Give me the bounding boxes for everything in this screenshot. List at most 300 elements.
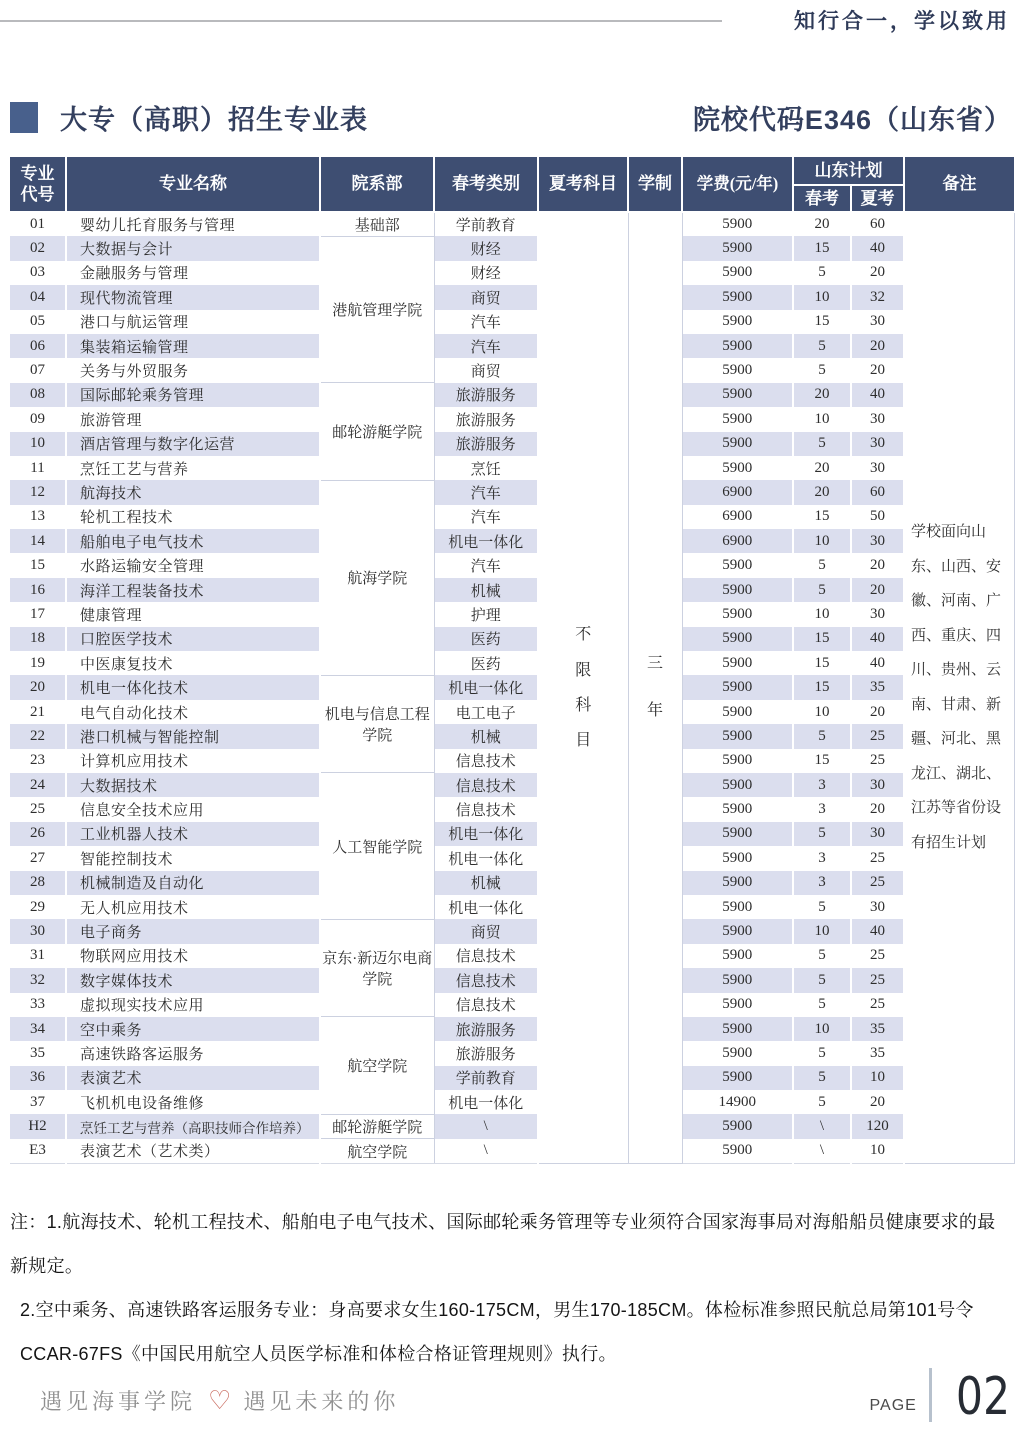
summer-plan-cell: 20: [851, 334, 904, 358]
notes-section: [10, 1200, 1012, 1376]
major-name-cell: 旅游管理: [66, 407, 320, 431]
tuition-cell: 5900: [682, 895, 793, 919]
tuition-cell: 5900: [682, 675, 793, 699]
major-code-cell: 20: [10, 675, 66, 699]
spring-category-cell: 烹饪: [434, 456, 538, 480]
table-row: [10, 285, 1014, 309]
spring-plan-cell: 10: [793, 285, 851, 309]
major-name-cell: 无人机应用技术: [66, 895, 320, 919]
major-code-cell: 06: [10, 334, 66, 358]
major-name-cell: 数字媒体技术: [66, 968, 320, 992]
major-code-cell: E3: [10, 1139, 66, 1163]
major-name-cell: 虚拟现实技术应用: [66, 993, 320, 1017]
major-code-cell: H2: [10, 1114, 66, 1138]
major-code-cell: 31: [10, 944, 66, 968]
major-name-cell: 轮机工程技术: [66, 505, 320, 529]
tuition-cell: 5900: [682, 407, 793, 431]
major-table-body: [10, 212, 1014, 1163]
major-code-cell: 28: [10, 871, 66, 895]
summer-plan-cell: 40: [851, 236, 904, 260]
major-name-cell: 中医康复技术: [66, 651, 320, 675]
tuition-cell: 5900: [682, 651, 793, 675]
spring-plan-cell: 20: [793, 212, 851, 236]
major-code-cell: 13: [10, 505, 66, 529]
spring-plan-cell: 5: [793, 822, 851, 846]
major-name-cell: 水路运输安全管理: [66, 553, 320, 577]
spring-category-cell: 机械: [434, 578, 538, 602]
col-header-major-name: 专业名称: [66, 157, 320, 212]
table-row: [10, 895, 1014, 919]
table-row: [10, 529, 1014, 553]
table-row: [10, 1139, 1014, 1163]
tuition-cell: 5900: [682, 236, 793, 260]
table-row: [10, 846, 1014, 870]
spring-plan-cell: 5: [793, 578, 851, 602]
summer-plan-cell: 40: [851, 383, 904, 407]
major-name-cell: 烹饪工艺与营养（高职技师合作培养）: [66, 1114, 320, 1138]
note-2: 2.空中乘务、高速铁路客运服务专业：身高要求女生160-175CM，男生170-185CM。体检标准参照民航总局第101号令CCAR-67FS《中国民用航空人员医学标准和体检合格证管理规则》执行。: [20, 1300, 974, 1365]
table-header: [10, 157, 1014, 212]
school-code: 院校代码E346（山东省）: [692, 105, 1012, 135]
tuition-cell: 5900: [682, 724, 793, 748]
table-row: [10, 700, 1014, 724]
spring-category-cell: 旅游服务: [434, 1041, 538, 1065]
summer-plan-cell: 30: [851, 529, 904, 553]
summer-plan-cell: 40: [851, 651, 904, 675]
spring-category-cell: 信息技术: [434, 773, 538, 797]
table-row: [10, 651, 1014, 675]
major-code-cell: 08: [10, 383, 66, 407]
table-row: [10, 968, 1014, 992]
spring-plan-cell: 5: [793, 968, 851, 992]
major-name-cell: 大数据与会计: [66, 236, 320, 260]
summer-plan-cell: 20: [851, 797, 904, 821]
major-code-cell: 33: [10, 993, 66, 1017]
spring-category-cell: 汽车: [434, 480, 538, 504]
table-row: [10, 627, 1014, 651]
col-header-tuition: 学费(元/年): [682, 157, 793, 212]
spring-category-cell: 财经: [434, 236, 538, 260]
page-label: PAGE: [869, 1397, 917, 1414]
spring-plan-cell: 5: [793, 944, 851, 968]
table-row: [10, 261, 1014, 285]
major-name-cell: 表演艺术: [66, 1066, 320, 1090]
spring-category-cell: 学前教育: [434, 1066, 538, 1090]
major-code-cell: 29: [10, 895, 66, 919]
tuition-cell: 5900: [682, 212, 793, 236]
major-code-cell: 25: [10, 797, 66, 821]
spring-category-cell: 商贸: [434, 358, 538, 382]
major-name-cell: 港口机械与智能控制: [66, 724, 320, 748]
col-header-shandong-plan: 山东计划: [793, 157, 904, 185]
spring-category-cell: 信息技术: [434, 993, 538, 1017]
table-row: [10, 334, 1014, 358]
tuition-cell: 5900: [682, 578, 793, 602]
table-row: [10, 724, 1014, 748]
table-row: [10, 212, 1014, 236]
major-code-cell: 37: [10, 1090, 66, 1114]
department-cell: 机电与信息工程学院: [320, 675, 434, 773]
tuition-cell: 5900: [682, 749, 793, 773]
summer-plan-cell: 40: [851, 627, 904, 651]
spring-category-cell: 汽车: [434, 505, 538, 529]
summer-plan-cell: 60: [851, 480, 904, 504]
table-row: [10, 675, 1014, 699]
tuition-cell: 5900: [682, 383, 793, 407]
tuition-cell: 5900: [682, 627, 793, 651]
tuition-cell: 14900: [682, 1090, 793, 1114]
table-row: [10, 822, 1014, 846]
spring-plan-cell: 10: [793, 1017, 851, 1041]
major-name-cell: 表演艺术（艺术类）: [66, 1139, 320, 1163]
major-name-cell: 物联网应用技术: [66, 944, 320, 968]
spring-plan-cell: 20: [793, 480, 851, 504]
table-row: [10, 797, 1014, 821]
major-code-cell: 10: [10, 432, 66, 456]
table-row: [10, 383, 1014, 407]
table-row: [10, 456, 1014, 480]
summer-plan-cell: 32: [851, 285, 904, 309]
spring-plan-cell: 10: [793, 529, 851, 553]
spring-category-cell: 汽车: [434, 334, 538, 358]
major-code-cell: 11: [10, 456, 66, 480]
major-code-cell: 17: [10, 602, 66, 626]
tuition-cell: 5900: [682, 919, 793, 943]
major-code-cell: 03: [10, 261, 66, 285]
tagline-right: 遇见未来的你: [243, 1389, 400, 1414]
department-cell: 人工智能学院: [320, 773, 434, 919]
tuition-cell: 5900: [682, 871, 793, 895]
top-divider: [0, 20, 722, 22]
major-name-cell: 电子商务: [66, 919, 320, 943]
table-row: [10, 432, 1014, 456]
summer-plan-cell: 30: [851, 456, 904, 480]
spring-category-cell: 机械: [434, 871, 538, 895]
major-name-cell: 海洋工程装备技术: [66, 578, 320, 602]
summer-plan-cell: 25: [851, 749, 904, 773]
col-header-remark: 备注: [904, 157, 1014, 212]
tuition-cell: 5900: [682, 1017, 793, 1041]
tuition-cell: 6900: [682, 529, 793, 553]
tuition-cell: 5900: [682, 944, 793, 968]
spring-plan-cell: 15: [793, 310, 851, 334]
spring-plan-cell: 5: [793, 895, 851, 919]
spring-category-cell: 机电一体化: [434, 675, 538, 699]
spring-category-cell: 汽车: [434, 310, 538, 334]
table-row: [10, 773, 1014, 797]
major-name-cell: 智能控制技术: [66, 846, 320, 870]
tuition-cell: 5900: [682, 285, 793, 309]
major-name-cell: 集装箱运输管理: [66, 334, 320, 358]
spring-category-cell: 商贸: [434, 285, 538, 309]
table-row: [10, 358, 1014, 382]
spring-plan-cell: 5: [793, 724, 851, 748]
slogan-text: 知行合一，学以致用: [794, 10, 1010, 33]
major-code-cell: 09: [10, 407, 66, 431]
summer-plan-cell: 10: [851, 1066, 904, 1090]
table-row: [10, 310, 1014, 334]
spring-plan-cell: 5: [793, 993, 851, 1017]
footer-tagline: [40, 1385, 399, 1422]
spring-category-cell: 学前教育: [434, 212, 538, 236]
table-row: [10, 993, 1014, 1017]
major-name-cell: 机电一体化技术: [66, 675, 320, 699]
major-name-cell: 船舶电子电气技术: [66, 529, 320, 553]
spring-category-cell: 电工电子: [434, 700, 538, 724]
summer-plan-cell: 50: [851, 505, 904, 529]
spring-category-cell: 商贸: [434, 919, 538, 943]
table-row: [10, 578, 1014, 602]
summer-plan-cell: 20: [851, 358, 904, 382]
spring-plan-cell: 15: [793, 651, 851, 675]
table-row: [10, 236, 1014, 260]
col-header-summer: 夏考: [851, 185, 904, 212]
spring-plan-cell: 15: [793, 236, 851, 260]
tuition-cell: 5900: [682, 773, 793, 797]
spring-category-cell: 信息技术: [434, 749, 538, 773]
spring-plan-cell: 10: [793, 919, 851, 943]
major-name-cell: 金融服务与管理: [66, 261, 320, 285]
table-row: [10, 1017, 1014, 1041]
majors-table: [10, 157, 1015, 1164]
spring-plan-cell: 5: [793, 1041, 851, 1065]
spring-plan-cell: 3: [793, 773, 851, 797]
summer-plan-cell: 20: [851, 261, 904, 285]
col-header-major-code: 专业代号: [10, 157, 66, 212]
spring-plan-cell: 5: [793, 358, 851, 382]
tuition-cell: 5900: [682, 261, 793, 285]
summer-plan-cell: 25: [851, 993, 904, 1017]
major-code-cell: 14: [10, 529, 66, 553]
summer-plan-cell: 30: [851, 432, 904, 456]
spring-plan-cell: 15: [793, 505, 851, 529]
col-header-department: 院系部: [320, 157, 434, 212]
spring-category-cell: 机电一体化: [434, 822, 538, 846]
tuition-cell: 5900: [682, 700, 793, 724]
spring-category-cell: 机电一体化: [434, 529, 538, 553]
spring-plan-cell: 3: [793, 797, 851, 821]
major-code-cell: 32: [10, 968, 66, 992]
spring-plan-cell: 10: [793, 602, 851, 626]
spring-category-cell: 财经: [434, 261, 538, 285]
department-cell: 京东·新迈尔电商学院: [320, 919, 434, 1017]
tuition-cell: 6900: [682, 480, 793, 504]
table-row: [10, 505, 1014, 529]
table-row: [10, 553, 1014, 577]
spring-category-cell: 汽车: [434, 553, 538, 577]
spring-plan-cell: 15: [793, 675, 851, 699]
duration-cell: 三 年: [628, 212, 682, 1163]
tuition-cell: 5900: [682, 602, 793, 626]
major-code-cell: 18: [10, 627, 66, 651]
tuition-cell: 6900: [682, 505, 793, 529]
tuition-cell: 5900: [682, 1066, 793, 1090]
spring-category-cell: 旅游服务: [434, 383, 538, 407]
spring-plan-cell: 20: [793, 456, 851, 480]
spring-plan-cell: 5: [793, 553, 851, 577]
page-title: 大专（高职）招生专业表: [60, 105, 368, 135]
major-code-cell: 19: [10, 651, 66, 675]
table-row: [10, 1090, 1014, 1114]
major-name-cell: 港口与航运管理: [66, 310, 320, 334]
spring-category-cell: 信息技术: [434, 944, 538, 968]
page-number-divider: [929, 1368, 932, 1422]
table-row: [10, 749, 1014, 773]
major-code-cell: 05: [10, 310, 66, 334]
major-name-cell: 口腔医学技术: [66, 627, 320, 651]
summer-plan-cell: 35: [851, 1017, 904, 1041]
remark-cell: 学校面向山东、山西、安徽、河南、广西、重庆、四川、贵州、云南、甘肃、新疆、河北、黑龙江、湖北、江苏等省份设有招生计划: [904, 212, 1014, 1163]
major-name-cell: 国际邮轮乘务管理: [66, 383, 320, 407]
spring-category-cell: 机电一体化: [434, 895, 538, 919]
summer-plan-cell: 25: [851, 871, 904, 895]
table-row: [10, 602, 1014, 626]
table-row: [10, 1066, 1014, 1090]
department-cell: 航空学院: [320, 1139, 434, 1163]
tagline-left: 遇见海事学院: [40, 1389, 197, 1414]
major-code-cell: 12: [10, 480, 66, 504]
major-code-cell: 22: [10, 724, 66, 748]
major-code-cell: 27: [10, 846, 66, 870]
department-cell: 港航管理学院: [320, 236, 434, 382]
major-code-cell: 26: [10, 822, 66, 846]
spring-plan-cell: 5: [793, 1066, 851, 1090]
summer-plan-cell: 25: [851, 846, 904, 870]
major-name-cell: 信息安全技术应用: [66, 797, 320, 821]
major-code-cell: 02: [10, 236, 66, 260]
spring-category-cell: 医药: [434, 651, 538, 675]
tuition-cell: 5900: [682, 1139, 793, 1163]
table-row: [10, 919, 1014, 943]
summer-plan-cell: 20: [851, 578, 904, 602]
major-code-cell: 36: [10, 1066, 66, 1090]
major-code-cell: 15: [10, 553, 66, 577]
major-name-cell: 关务与外贸服务: [66, 358, 320, 382]
spring-category-cell: \: [434, 1139, 538, 1163]
spring-plan-cell: 3: [793, 846, 851, 870]
col-header-spring-category: 春考类别: [434, 157, 538, 212]
tuition-cell: 5900: [682, 1041, 793, 1065]
major-name-cell: 高速铁路客运服务: [66, 1041, 320, 1065]
summer-plan-cell: 30: [851, 895, 904, 919]
spring-plan-cell: \: [793, 1139, 851, 1163]
tuition-cell: 5900: [682, 968, 793, 992]
tuition-cell: 5900: [682, 553, 793, 577]
major-code-cell: 24: [10, 773, 66, 797]
tuition-cell: 5900: [682, 993, 793, 1017]
major-code-cell: 07: [10, 358, 66, 382]
major-name-cell: 航海技术: [66, 480, 320, 504]
major-name-cell: 烹饪工艺与营养: [66, 456, 320, 480]
major-name-cell: 计算机应用技术: [66, 749, 320, 773]
spring-plan-cell: 10: [793, 407, 851, 431]
col-header-spring: 春考: [793, 185, 851, 212]
tuition-cell: 5900: [682, 358, 793, 382]
major-code-cell: 23: [10, 749, 66, 773]
major-name-cell: 电气自动化技术: [66, 700, 320, 724]
summer-plan-cell: 35: [851, 675, 904, 699]
tuition-cell: 5900: [682, 456, 793, 480]
summer-plan-cell: 120: [851, 1114, 904, 1138]
major-name-cell: 工业机器人技术: [66, 822, 320, 846]
note-1: 注：1.航海技术、轮机工程技术、船舶电子电气技术、国际邮轮乘务管理等专业须符合国家海事局对海船船员健康要求的最新规定。: [10, 1212, 996, 1277]
major-code-cell: 30: [10, 919, 66, 943]
spring-plan-cell: 20: [793, 383, 851, 407]
tuition-cell: 5900: [682, 1114, 793, 1138]
summer-plan-cell: 30: [851, 310, 904, 334]
tuition-cell: 5900: [682, 822, 793, 846]
summer-plan-cell: 20: [851, 700, 904, 724]
major-code-cell: 04: [10, 285, 66, 309]
spring-category-cell: 医药: [434, 627, 538, 651]
summer-plan-cell: 25: [851, 724, 904, 748]
heart-icon: ♡: [208, 1385, 232, 1415]
spring-plan-cell: \: [793, 1114, 851, 1138]
spring-plan-cell: 15: [793, 749, 851, 773]
spring-category-cell: 信息技术: [434, 968, 538, 992]
spring-plan-cell: 5: [793, 1090, 851, 1114]
spring-plan-cell: 15: [793, 627, 851, 651]
page-number: 02: [955, 1366, 1010, 1427]
spring-category-cell: 机电一体化: [434, 846, 538, 870]
majors-table-wrap: [10, 157, 1015, 1164]
table-row: [10, 871, 1014, 895]
summer-plan-cell: 40: [851, 919, 904, 943]
spring-category-cell: \: [434, 1114, 538, 1138]
spring-category-cell: 信息技术: [434, 797, 538, 821]
major-name-cell: 飞机机电设备维修: [66, 1090, 320, 1114]
spring-plan-cell: 5: [793, 334, 851, 358]
tuition-cell: 5900: [682, 310, 793, 334]
major-name-cell: 婴幼儿托育服务与管理: [66, 212, 320, 236]
spring-category-cell: 旅游服务: [434, 1017, 538, 1041]
spring-category-cell: 旅游服务: [434, 407, 538, 431]
department-cell: 邮轮游艇学院: [320, 1114, 434, 1138]
summer-subject-cell: 不 限 科 目: [538, 212, 628, 1163]
spring-plan-cell: 5: [793, 432, 851, 456]
summer-plan-cell: 30: [851, 822, 904, 846]
major-name-cell: 现代物流管理: [66, 285, 320, 309]
major-code-cell: 34: [10, 1017, 66, 1041]
summer-plan-cell: 25: [851, 944, 904, 968]
spring-category-cell: 旅游服务: [434, 432, 538, 456]
major-code-cell: 35: [10, 1041, 66, 1065]
summer-plan-cell: 35: [851, 1041, 904, 1065]
tuition-cell: 5900: [682, 432, 793, 456]
tuition-cell: 5900: [682, 846, 793, 870]
major-code-cell: 21: [10, 700, 66, 724]
tuition-cell: 5900: [682, 797, 793, 821]
major-code-cell: 16: [10, 578, 66, 602]
page-number-group: [869, 1366, 1010, 1427]
department-cell: 航海学院: [320, 480, 434, 675]
col-header-duration: 学制: [628, 157, 682, 212]
major-code-cell: 01: [10, 212, 66, 236]
summer-plan-cell: 25: [851, 968, 904, 992]
summer-plan-cell: 30: [851, 407, 904, 431]
summer-plan-cell: 20: [851, 553, 904, 577]
spring-plan-cell: 5: [793, 261, 851, 285]
spring-plan-cell: 10: [793, 700, 851, 724]
table-row: [10, 407, 1014, 431]
spring-category-cell: 机械: [434, 724, 538, 748]
page-footer: [40, 1366, 1010, 1427]
col-header-summer-subject: 夏考科目: [538, 157, 628, 212]
summer-plan-cell: 30: [851, 773, 904, 797]
spring-category-cell: 机电一体化: [434, 1090, 538, 1114]
table-row: [10, 1041, 1014, 1065]
summer-plan-cell: 10: [851, 1139, 904, 1163]
